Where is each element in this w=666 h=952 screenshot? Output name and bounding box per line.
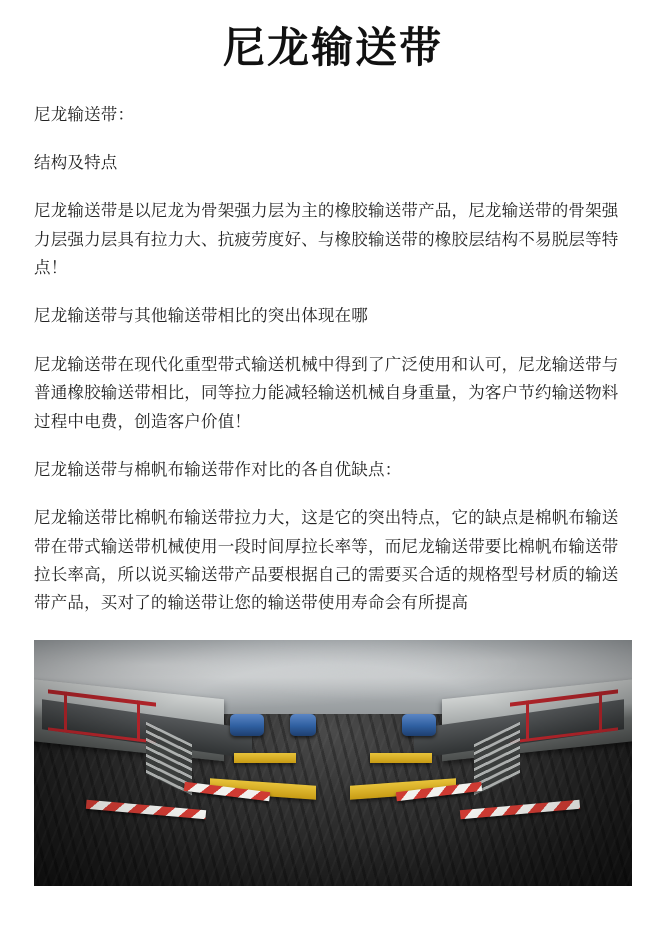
paragraph-heading-structure: 结构及特点 [34, 152, 118, 172]
conveyor-photo [34, 640, 632, 886]
paragraph-heading-cotton-compare: 尼龙输送带与棉帆布输送带作对比的各自优缺点： [34, 459, 402, 479]
paragraph-heading-comparison: 尼龙输送带与其他输送带相比的突出体现在哪 [34, 306, 368, 326]
document-page [0, 22, 666, 952]
article-body [34, 101, 632, 618]
machine-housing-upper-right [370, 753, 432, 763]
roller-drum-left [230, 714, 264, 736]
roller-drum-right [402, 714, 436, 736]
conveyor-belt-highlight [321, 711, 345, 886]
roller-drum-center [290, 714, 316, 736]
page-title: 尼龙输送带 [222, 23, 443, 72]
paragraph-structure-detail: 尼龙输送带是以尼龙为骨架强力层为主的橡胶输送带产品，尼龙输送带的骨架强力层强力层具有拉力大、抗疲劳度好、与橡胶输送带的橡胶层结构不易脱层等特点！ [34, 201, 619, 277]
machine-housing-upper-left [234, 753, 296, 763]
paragraph-comparison-detail: 尼龙输送带在现代化重型带式输送机械中得到了广泛使用和认可，尼龙输送带与普通橡胶输送带相比，同等拉力能减轻输送机械自身重量，为客户节约输送物料过程中电费，创造客户价值！ [34, 354, 619, 431]
paragraph-intro: 尼龙输送带： [34, 104, 135, 124]
paragraph-cotton-compare-detail: 尼龙输送带比棉帆布输送带拉力大，这是它的突出特点，它的缺点是棉帆布输送带在带式输送带机械使用一段时间厚拉长率等，而尼龙输送带要比棉帆布输送带拉长率高，所以说买输送带产品要根据自己的需要买合适的规格型号材质的输送带产品，买对了的输送带让您的输送带使用寿命会有所提高 [34, 508, 619, 613]
